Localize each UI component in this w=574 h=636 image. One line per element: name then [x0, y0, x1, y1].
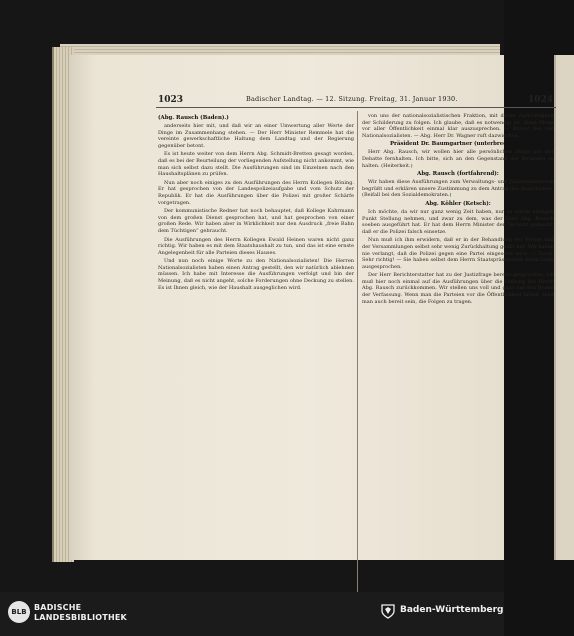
paragraph: Ich möchte, da wir nur ganz wenig Zeit haben, nur zu einem einzigen Punkt Stellung nehmen, und zwar zu dem, was der Herr Abg. Rausch soeben ausgeführt hat. Er hat dem Herrn Minister den Vorwurf gemacht, daß er die Polizei falsch einsetze.	[362, 208, 554, 235]
blb-logo-icon[interactable]: BLB	[8, 601, 30, 623]
page-number-right: 1024	[528, 95, 554, 105]
column-divider	[357, 111, 358, 599]
paragraph: Nun aber noch einiges zu den Ausführungen des Herrn Kollegen Böning. Er hat gesprochen von der Landespolizeiaufgabe und vom Schutz der Republik. Er hat die Ausführungen über die Polizei mit großer Schärfe vorgetragen.	[158, 179, 354, 206]
speaker-heading: Abg. Rausch (fortfahrend):	[417, 171, 499, 178]
gutter	[554, 55, 556, 560]
library-name-line1: BADISCHE	[34, 603, 82, 612]
paragraph: Es ist heute weiter von dem Herrn Abg. Schmidt-Bretten gesagt worden, daß es bei der Beurteilung der vorliegenden Aufstellung nicht ankommt, wie man sich selbst dazu stellt. Die Ausführungen sind im Einzelnen nach den Haushaltsplänen zu prüfen.	[158, 151, 354, 178]
paragraph: Herr Abg. Rausch, wir wollen hier alle persönlichen Dinge aus der Debatte fernhalten. Ich bitte, sich an den Gegenstand der Beratung zu halten. (Heiterkeit.)	[362, 149, 554, 169]
running-title: Badischer Landtag. — 12. Sitzung. Freitag, 31. Januar 1930.	[246, 95, 458, 103]
page-number-left: 1023	[158, 95, 184, 105]
paragraph: Und nun noch einige Worte zu den Nationalsozialisten! Die Herren Nationalsozialisten haben einen Antrag gestellt, den wir natürlich ablehnen müssen. Ich habe mit Interesse die Ausführungen verfolgt und bin der Meinung, daß es nicht angeht, solche Forderungen ohne Deckung zu stellen. Es ist Ihnen gleich, wie der Haushalt ausgeglichen wird.	[158, 258, 354, 291]
speaker-heading: Präsident Dr. Baumgartner (unterbrechend):	[389, 141, 527, 148]
right-column	[362, 113, 554, 307]
book-page	[70, 55, 554, 560]
facing-page-sliver	[556, 55, 574, 560]
paragraph: Nun muß ich ihm erwidern, daß er in der Behandlung der Presse und der Versammlungen selbst sehr wenig Zurückhaltung geübt hat. Wir haben nie verlangt, daß die Polizei gegen eine Partei eingesetzt wird. — Zuruf: Sehr richtig! — Sie haben selbst dem Herrn Staatspräsidenten Ihren Dank ausgesprochen.	[362, 237, 554, 270]
paragraph: Die Ausführungen des Herrn Kollegen Ewald Heinen waren nicht ganz richtig. Wir haben es mit dem Staatshaushalt zu tun, und das ist eine ernste Angelegenheit für alle Parteien dieses Hauses.	[158, 236, 354, 256]
left-column	[158, 113, 354, 293]
speaker-heading: Abg. Köhler (Ketsch):	[425, 200, 491, 207]
paragraph: Der Herr Berichterstatter hat zu der Justizfrage bereits gesprochen. Ich muß hier noch einmal auf die Ausführungen über die Haltung des Herrn Abg. Rausch zurückkommen. Wir stellen uns voll und ganz auf den Boden der Verfassung. Wenn man die Parteien vor die Öffentlichkeit bringt, muß man auch bereit sein, die Folgen zu tragen.	[362, 272, 554, 305]
paragraph: von uns der nationalsozialistischen Fraktion, mit dieser Aufrichtigkeit der Schilderung zu folgen. Ich glaube, daß es notwendig ist, diese Dinge vor aller Öffentlichkeit einmal klar auszusprechen. — Bravo! bei den Nationalsozialisten. — Abg. Herr Dr. Wagner ruft dazwischen.	[362, 113, 554, 139]
paragraph: Wir haben diese Ausführungen zum Verwaltungs- und Justizministerium begrüßt und erklären unsere Zustimmung zu dem Antrag des Ausschusses. (Beifall bei den Sozialdemokraten.)	[362, 179, 554, 199]
library-name[interactable]	[34, 603, 127, 623]
paragraph: anderseits hier mit, und daß wir an einer Umwertung aller Werte der Dinge im Zusammenhang stehen. — Der Herr Minister Remmele hat die vereinte gewerkschaftliche Haltung dem Landtag und der Regierung gegenüber betont.	[158, 123, 354, 149]
paragraph: Der kommunistische Redner hat noch behauptet, daß Kollege Kahrmann von dem großen Dienst gesprochen hat, und hat gesprochen von einer großen Rede. Wir haben aber in Wirklichkeit nur den Ausdruck „freie Bahn dem Tüchtigen“ gebraucht.	[158, 208, 354, 234]
speaker-heading: (Abg. Rausch (Baden).)	[158, 115, 229, 121]
header-rule	[156, 107, 556, 108]
coat-of-arms-icon	[380, 603, 396, 619]
region-name[interactable]: Baden-Württemberg	[400, 605, 504, 615]
library-name-line2: LANDESBIBLIOTHEK	[34, 613, 127, 622]
